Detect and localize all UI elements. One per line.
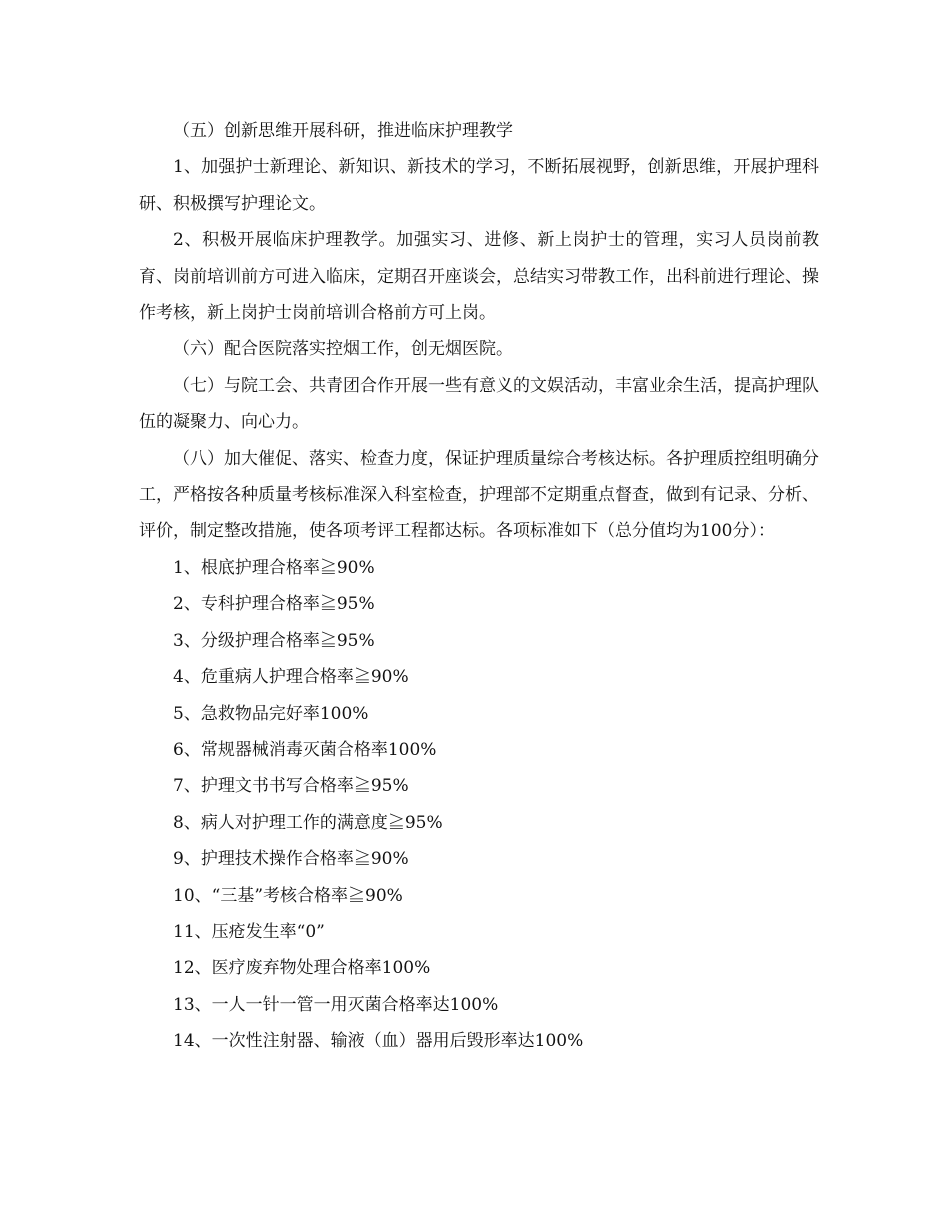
section-heading-seven: （七）与院工会、共青团合作开展一些有意义的文娱活动，丰富业余生活，提高护理队伍的凝聚力、向心力。 <box>139 375 819 433</box>
standard-item: 4、危重病人护理合格率≧90% <box>173 667 409 688</box>
standard-item: 3、分级护理合格率≧95% <box>173 630 375 651</box>
standard-item: 9、护理技术操作合格率≧90% <box>173 849 409 870</box>
standards-list <box>139 550 819 1060</box>
section-heading-six: （六）配合医院落实控烟工作，创无烟医院。 <box>173 339 513 360</box>
paragraph-item-2: 2、积极开展临床护理教学。加强实习、进修、新上岗护士的管理，实习人员岗前教育、岗前培训前方可进入临床，定期召开座谈会，总结实习带教工作，出科前进行理论、操作考核，新上岗护士岗前培训合格前方可上岗。 <box>139 230 819 324</box>
standard-item: 1、根底护理合格率≧90% <box>173 557 375 578</box>
standard-item: 5、急救物品完好率100% <box>173 703 369 724</box>
standard-item: 13、一人一针一管一用灭菌合格率达100% <box>173 994 499 1015</box>
section-heading-five: （五）创新思维开展科研，推进临床护理教学 <box>173 121 513 141</box>
standard-item: 7、护理文书书写合格率≧95% <box>173 776 409 797</box>
standard-item: 11、压疮发生率“0” <box>173 921 325 942</box>
standard-item: 2、专科护理合格率≧95% <box>173 594 375 615</box>
standard-item: 6、常规器械消毒灭菌合格率100% <box>173 739 437 760</box>
document-body <box>139 113 819 1060</box>
paragraph-item-1: 1、加强护士新理论、新知识、新技术的学习，不断拓展视野，创新思维，开展护理科研、积极撰写护理论文。 <box>139 157 819 214</box>
standard-item: 14、一次性注射器、输液（血）器用后毁形率达100% <box>173 1031 584 1052</box>
standard-item: 8、病人对护理工作的满意度≧95% <box>173 812 443 833</box>
standard-item: 10、“三基”考核合格率≧90% <box>173 885 403 906</box>
standard-item: 12、医疗废弃物处理合格率100% <box>173 958 431 979</box>
section-heading-eight: （八）加大催促、落实、检查力度，保证护理质量综合考核达标。各护理质控组明确分工，严格按各种质量考核标准深入科室检查，护理部不定期重点督查，做到有记录、分析、评价，制定整改措施，使各项考评工程都达标。各项标准如下（总分值均为100分）： <box>139 448 819 542</box>
